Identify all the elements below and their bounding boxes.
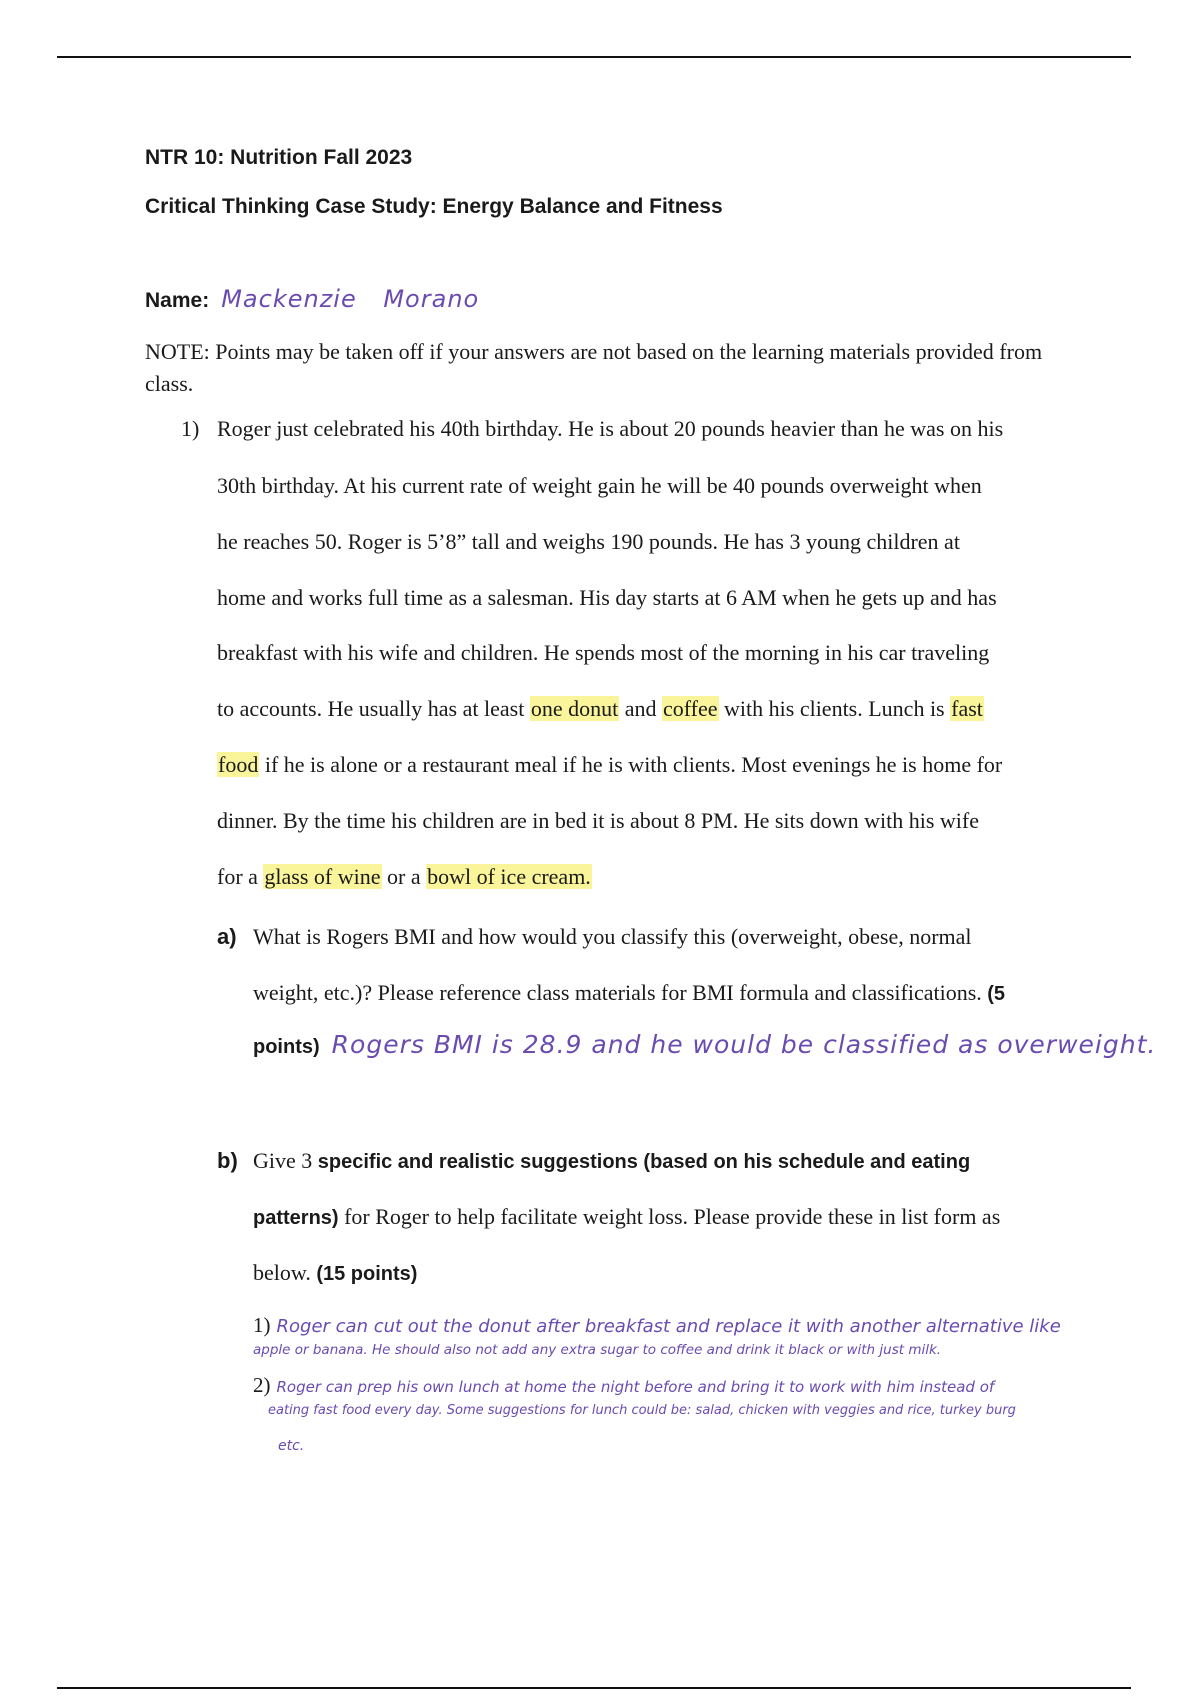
question-1-line: breakfast with his wife and children. He spends most of the morning in his car traveling <box>217 640 990 665</box>
highlight-wine: glass of wine <box>264 864 381 889</box>
part-b-line: Give 3 specific and realistic suggestions (based on his schedule and eating <box>253 1148 971 1173</box>
handwritten-answer-b2: etc. <box>278 1438 305 1454</box>
name-row <box>145 285 479 313</box>
course-title: NTR 10: Nutrition Fall 2023 <box>145 146 413 169</box>
highlight-fast: fast <box>951 696 983 721</box>
question-1-line: for a glass of wine or a bowl of ice cream. <box>217 864 591 889</box>
part-a-label: a) <box>217 924 237 949</box>
highlight-coffee: coffee <box>662 696 718 721</box>
highlight-ice-cream: bowl of ice cream. <box>427 864 591 889</box>
question-1-line: dinner. By the time his children are in bed it is about 8 PM. He sits down with his wife <box>217 808 979 833</box>
part-b-line: patterns) for Roger to help facilitate weight loss. Please provide these in list form as <box>253 1204 1001 1229</box>
question-1-line: Roger just celebrated his 40th birthday. He is about 20 pounds heavier than he was on his <box>217 416 1004 441</box>
highlight-food: food <box>218 752 259 777</box>
handwritten-answer-b1: 1) Roger can cut out the donut after breakfast and replace it with another alternative like <box>253 1313 1061 1337</box>
note-paragraph: NOTE: Points may be taken off if your answers are not based on the learning materials provided from class. <box>145 339 1043 396</box>
top-rule <box>57 56 1131 58</box>
question-1-line: to accounts. He usually has at least one donut and coffee with his clients. Lunch is fast <box>217 696 983 721</box>
document-subtitle: Critical Thinking Case Study: Energy Balance and Fitness <box>145 195 723 218</box>
part-a-line: What is Rogers BMI and how would you classify this (overweight, obese, normal <box>253 924 972 949</box>
handwritten-answer-b2: eating fast food every day. Some suggestions for lunch could be: salad, chicken with veggies and rice, turkey burg <box>268 1403 1016 1418</box>
question-1-line: food if he is alone or a restaurant meal if he is with clients. Most evenings he is home for <box>218 752 1003 777</box>
handwritten-name: Mackenzie Morano <box>221 285 480 313</box>
name-label: Name: <box>145 289 210 312</box>
part-b-label: b) <box>217 1148 238 1173</box>
highlight-donut: one donut <box>530 696 619 721</box>
question-1-line: he reaches 50. Roger is 5’8” tall and weighs 190 pounds. He has 3 young children at <box>217 529 960 554</box>
question-1-line: 30th birthday. At his current rate of weight gain he will be 40 pounds overweight when <box>217 473 982 498</box>
handwritten-answer-b1: apple or banana. He should also not add any extra sugar to coffee and drink it black or with just milk. <box>253 1342 942 1358</box>
handwritten-answer-a: Rogers BMI is 28.9 and he would be classified as overweight. <box>331 1030 1157 1059</box>
handwritten-answer-b2: 2) Roger can prep his own lunch at home the night before and bring it to work with him instead of <box>253 1373 995 1397</box>
part-b-line: below. (15 points) <box>253 1260 418 1285</box>
part-a-line: points) Rogers BMI is 28.9 and he would be classified as overweight. <box>253 1030 1157 1059</box>
question-1-number: 1) <box>181 416 200 441</box>
part-a-line: weight, etc.)? Please reference class materials for BMI formula and classifications. (5 <box>253 980 1006 1005</box>
bottom-rule <box>57 1687 1131 1689</box>
question-1-line: home and works full time as a salesman. His day starts at 6 AM when he gets up and has <box>217 585 997 610</box>
